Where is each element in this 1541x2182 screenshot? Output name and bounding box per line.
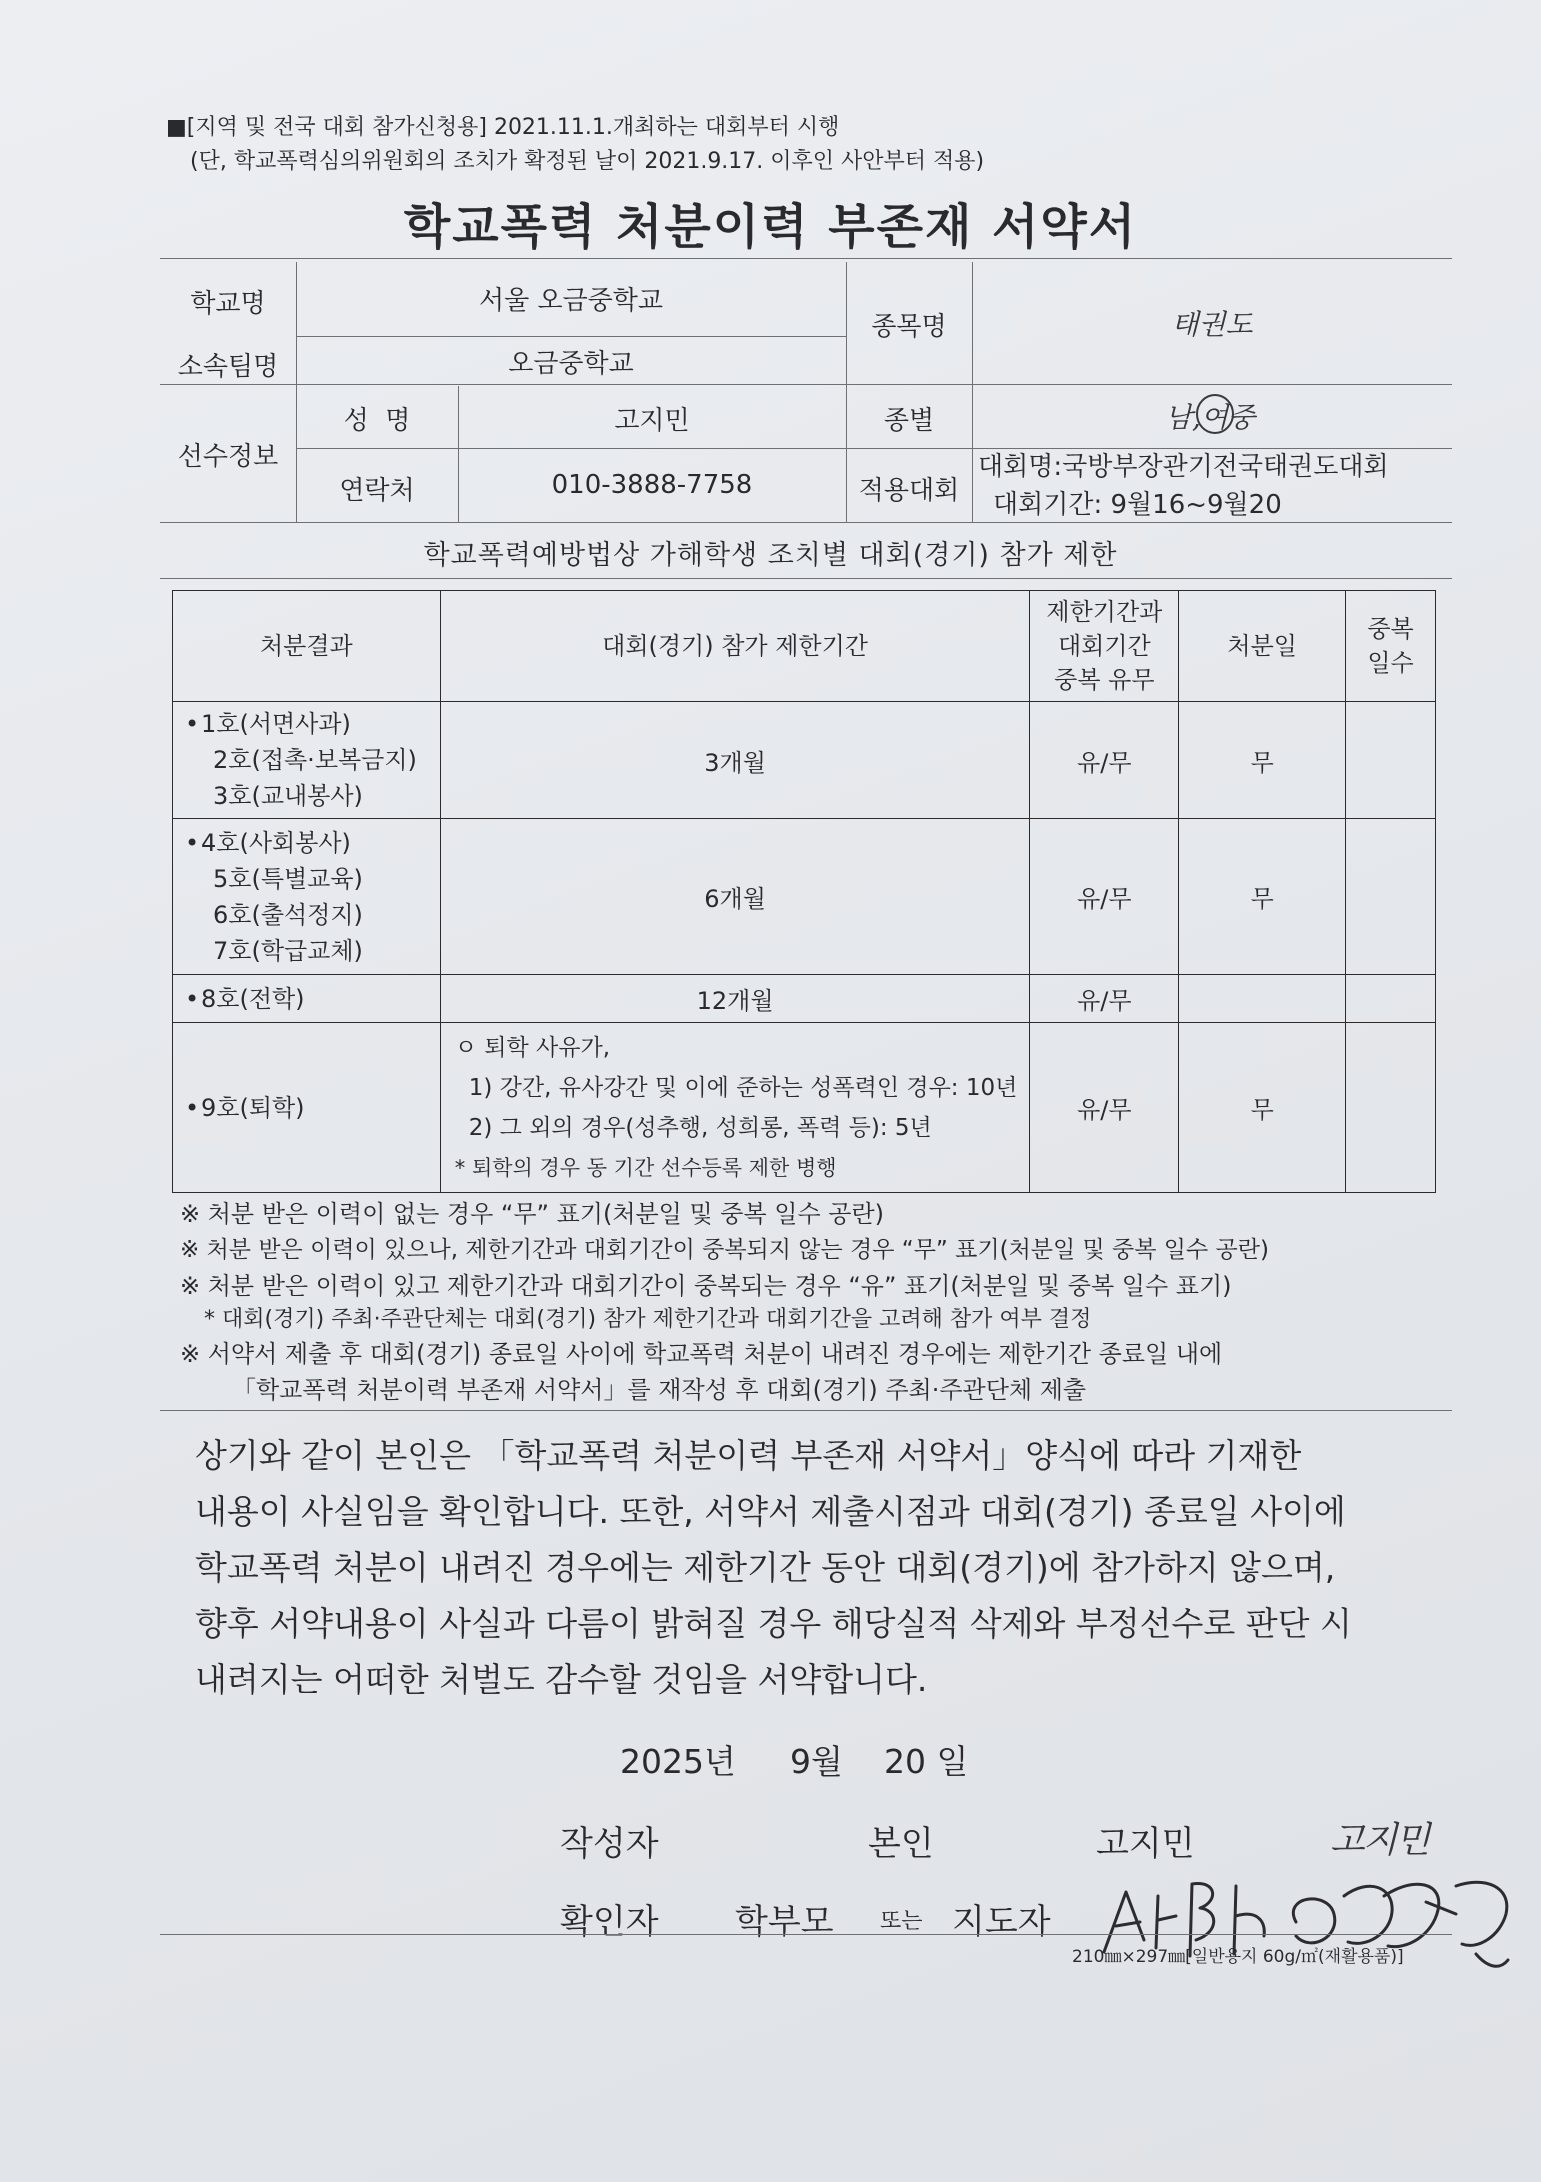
notice-line-2: (단, 학교폭력심의위원회의 조치가 확정된 날이 2021.9.17. 이후인 사안부터 적용) [190, 149, 985, 174]
info-rule-1 [296, 336, 846, 337]
team-value: 오금중학교 [508, 349, 634, 379]
result-item: 5호(특별교육) [213, 864, 363, 893]
notes-rule [160, 1410, 1452, 1411]
date-cell: 무 [1179, 1023, 1346, 1193]
header-overlap [1030, 591, 1179, 702]
header-date: 처분일 [1179, 591, 1346, 702]
section-title: 학교폭력예방법상 가해학생 조치별 대회(경기) 참가 제한 [423, 540, 1118, 571]
pledge-line: 상기와 같이 본인은 「학교폭력 처분이력 부존재 서약서」양식에 따라 기재한 [195, 1436, 1302, 1475]
date-year: 2025년 [620, 1742, 736, 1781]
overlap-cell: 유/무 [1030, 702, 1179, 819]
selection-circle-icon [1193, 392, 1237, 436]
result-item: 3호(교내봉사) [213, 782, 363, 810]
table-row [173, 975, 1436, 1023]
note-line: ※ 처분 받은 이력이 있으나, 제한기간과 대회기간이 중복되지 않는 경우 “무” 표기(처분일 및 중복 일수 공란) [180, 1237, 1269, 1263]
info-rule-2 [160, 384, 1452, 385]
result-item: 9호(퇴학) [201, 1093, 305, 1122]
name-value: 고지민 [614, 406, 690, 436]
result-item: 4호(사회봉사) [201, 828, 351, 857]
days-cell [1346, 819, 1436, 975]
event-label: 종목명 [871, 312, 947, 342]
player-info-label: 선수정보 [177, 442, 279, 472]
result-item: 8호(전학) [201, 984, 305, 1013]
header-days [1346, 591, 1436, 702]
writer-label: 작성자 [560, 1824, 659, 1864]
overlap-cell: 유/무 [1030, 975, 1179, 1023]
note-line: ※ 처분 받은 이력이 없는 경우 “무” 표기(처분일 및 중복 일수 공란) [180, 1200, 885, 1228]
paper-spec: 210㎜×297㎜[일반용지 60g/㎡(재활용품)] [1072, 1947, 1404, 1967]
period-cell: 6개월 [440, 819, 1030, 975]
contact-label: 연락처 [339, 476, 415, 506]
period-cell [440, 1023, 1030, 1193]
parent-label: 학부모 [735, 1902, 834, 1942]
pledge-line: 내용이 사실임을 확인합니다. 또한, 서약서 제출시점과 대회(경기) 종료일 사이에 [195, 1492, 1346, 1531]
header-overlap-line: 중복 유무 [1054, 666, 1155, 694]
reason-line: * 퇴학의 경우 동 기간 선수등록 제한 병행 [454, 1155, 837, 1180]
gender-label: 종별 [883, 406, 935, 436]
info-rule-4 [160, 522, 1452, 523]
date-day: 20 일 [884, 1742, 969, 1781]
self-label: 본인 [868, 1824, 934, 1864]
info-top-rule [160, 258, 1452, 259]
note-line: ※ 서약서 제출 후 대회(경기) 종료일 사이에 학교폭력 처분이 내려진 경우에는 제한기간 종료일 내에 [180, 1340, 1223, 1368]
notice-line-1: ■[지역 및 전국 대회 참가신청용] 2021.11.1.개최하는 대회부터 시행 [166, 115, 840, 140]
overlap-cell: 유/무 [1030, 819, 1179, 975]
result-cell: •9호(퇴학) [173, 1023, 441, 1193]
name-label: 성 명 [343, 406, 411, 436]
header-result: 처분결과 [173, 591, 441, 702]
reason-line: ㅇ 퇴학 사유가, [454, 1034, 611, 1061]
result-item: 2호(접촉·보복금지) [213, 746, 417, 774]
header-overlap-line: 대회기간 [1057, 632, 1151, 660]
note-line: * 대회(경기) 주최·주관단체는 대회(경기) 참가 제한기간과 대회기간을 고려해 참가 여부 결정 [204, 1307, 1092, 1332]
school-label: 학교명 [190, 289, 266, 319]
date-month: 9월 [790, 1742, 843, 1781]
writer-signature: 고지민 [1330, 1820, 1429, 1861]
days-cell [1346, 1023, 1436, 1193]
gender-value-wrap [1165, 396, 1255, 436]
or-label: 또는 [880, 1909, 923, 1934]
table-row [173, 819, 1436, 975]
confirmer-label: 확인자 [560, 1902, 659, 1942]
pledge-line: 향후 서약내용이 사실과 다름이 밝혀질 경우 해당실적 삭제와 부정선수로 판단 시 [195, 1604, 1352, 1643]
result-item: 6호(출석정지) [213, 900, 363, 929]
note-line: 「학교폭력 처분이력 부존재 서약서」를 재작성 후 대회(경기) 주최·주관단체 제출 [232, 1376, 1087, 1404]
header-overlap-line: 제한기간과 [1046, 598, 1163, 626]
date-cell [1179, 975, 1346, 1023]
team-label: 소속팀명 [177, 352, 279, 382]
table-row [173, 1023, 1436, 1193]
page-title: 학교폭력 처분이력 부존재 서약서 [403, 199, 1138, 255]
contact-value: 010-3888-7758 [551, 470, 753, 500]
period-cell: 12개월 [440, 975, 1030, 1023]
days-cell [1346, 702, 1436, 819]
table-row [173, 702, 1436, 819]
coach-label: 지도자 [952, 1902, 1051, 1942]
event-value: 태권도 [1171, 308, 1253, 341]
competition-name: 대회명:국방부장관기전국태권도대회 [978, 452, 1389, 482]
reason-line: 1) 강간, 유사강간 및 이에 준하는 성폭력인 경우: 10년 [468, 1074, 1018, 1101]
overlap-cell: 유/무 [1030, 1023, 1179, 1193]
competition-period: 대회기간: 9월16~9월20 [993, 490, 1282, 520]
result-cell: •4호(사회봉사) 5호(특별교육) 6호(출석정지) 7호(학급교체) [173, 819, 441, 975]
period-cell: 3개월 [440, 702, 1030, 819]
footer-rule [160, 1934, 1452, 1935]
writer-name: 고지민 [1096, 1824, 1195, 1864]
date-cell: 무 [1179, 819, 1346, 975]
table-header-row [173, 591, 1436, 702]
school-value: 서울 오금중학교 [478, 286, 664, 316]
pledge-paragraph [195, 1428, 1352, 1708]
header-days-line: 중복 [1367, 615, 1414, 643]
competition-label: 적용대회 [858, 476, 960, 506]
reason-line: 2) 그 외의 경우(성추행, 성희롱, 폭력 등): 5년 [468, 1114, 932, 1141]
pledge-line: 학교폭력 처분이 내려진 경우에는 제한기간 동안 대회(경기)에 참가하지 않으며, [195, 1548, 1336, 1587]
pledge-line: 내려지는 어떠한 처벌도 감수할 것임을 서약합니다. [195, 1660, 928, 1699]
restriction-table [172, 590, 1436, 1193]
result-cell: •1호(서면사과) 2호(접촉·보복금지) 3호(교내봉사) [173, 702, 441, 819]
result-item: 7호(학급교체) [213, 936, 363, 965]
date-cell: 무 [1179, 702, 1346, 819]
info-vrule-4 [972, 262, 973, 522]
result-item: 1호(서면사과) [201, 710, 351, 738]
gender-value: 남,여중 [1165, 401, 1256, 434]
header-days-line: 일수 [1367, 649, 1414, 677]
section-rule [160, 578, 1452, 579]
note-line: ※ 처분 받은 이력이 있고 제한기간과 대회기간이 중복되는 경우 “유” 표기(처분일 및 중복 일수 표기) [180, 1272, 1232, 1300]
result-cell: •8호(전학) [173, 975, 441, 1023]
header-period: 대회(경기) 참가 제한기간 [440, 591, 1030, 702]
days-cell [1346, 975, 1436, 1023]
